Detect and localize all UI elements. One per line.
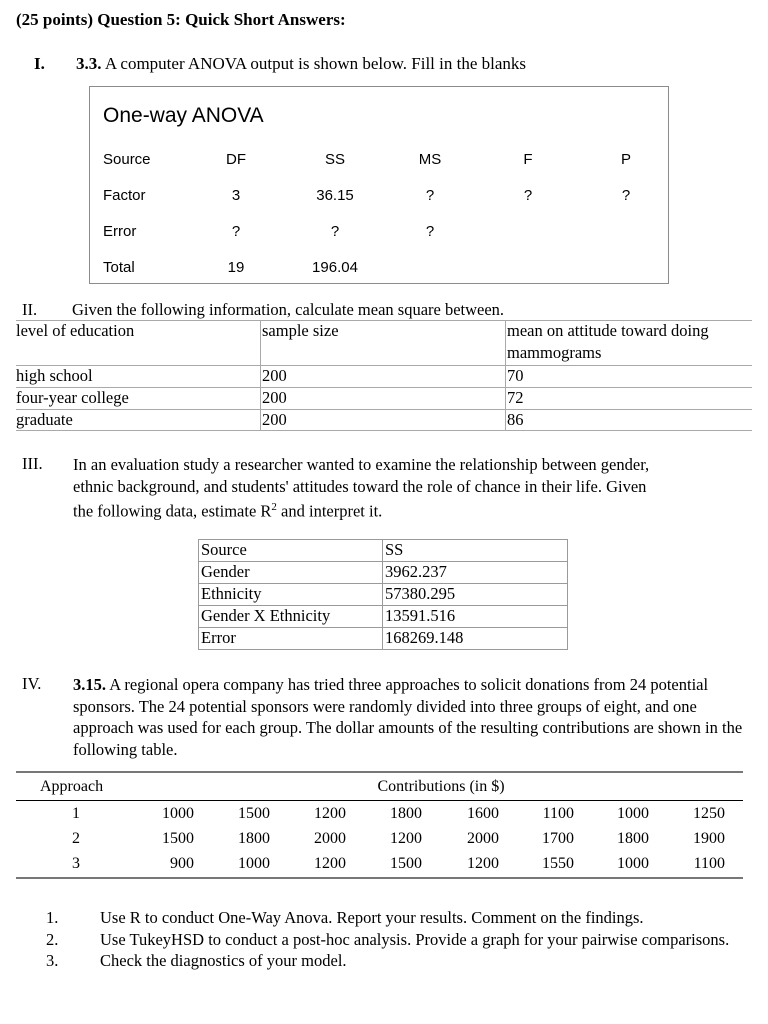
task-number: 1. (46, 908, 59, 927)
contributions-table (16, 771, 743, 881)
source-cell: Ethnicity (201, 584, 262, 603)
r-squared-superscript: 2 (271, 501, 277, 513)
table-rule (16, 771, 743, 773)
task-text: Use TukeyHSD to conduct a post-hoc analysis. Provide a graph for your pairwise comparisons. (100, 929, 730, 949)
contribution-cell: 1000 (617, 855, 649, 872)
source-cell: Gender (201, 562, 250, 581)
contribution-cell: 1000 (162, 805, 194, 822)
ss-cell: 57380.295 (385, 584, 456, 603)
contribution-cell: 1500 (162, 830, 194, 847)
contribution-cell: 2000 (314, 830, 346, 847)
col-header-approach: Approach (40, 778, 104, 795)
contribution-cell: 2000 (467, 830, 499, 847)
col-header-mean-2: mammograms (507, 343, 602, 362)
contribution-cell: 1900 (693, 830, 725, 847)
level-cell: four-year college (16, 388, 129, 407)
level-cell: graduate (16, 410, 73, 429)
question-1-text (76, 54, 526, 74)
question-3-prompt (73, 454, 745, 522)
contribution-cell: 1500 (238, 805, 270, 822)
anova-cell: 19 (227, 259, 245, 276)
question-1-ref: 3.3. (76, 54, 102, 73)
anova-output-box (89, 86, 669, 284)
anova-cell: ? (330, 223, 340, 240)
task-text: Check the diagnostics of your model. (100, 951, 347, 970)
anova-cell: ? (621, 187, 631, 204)
approach-cell: 2 (72, 830, 80, 847)
mean-cell: 86 (507, 410, 524, 429)
anova-cell: Total (103, 259, 135, 276)
contribution-cell: 1200 (314, 855, 346, 872)
anova-header-source: Source (103, 151, 151, 168)
contribution-cell: 1800 (617, 830, 649, 847)
sample-cell: 200 (262, 388, 287, 407)
question-4-prompt (73, 674, 753, 760)
education-table (16, 320, 752, 430)
table-rule (198, 627, 568, 628)
table-rule (260, 320, 261, 430)
contribution-cell: 1250 (693, 805, 725, 822)
level-cell: high school (16, 366, 93, 385)
task-item (46, 929, 746, 951)
contribution-cell: 1100 (693, 855, 725, 872)
anova-header-f: F (523, 151, 533, 168)
ss-cell: 13591.516 (385, 606, 456, 625)
anova-cell: ? (425, 187, 435, 204)
task-item (46, 907, 746, 929)
col-header-sample: sample size (262, 321, 339, 340)
anova-header-ss: SS (324, 151, 346, 168)
contribution-cell: 1100 (542, 805, 574, 822)
col-header-contributions: Contributions (in $) (377, 778, 505, 795)
contribution-cell: 1200 (390, 830, 422, 847)
contribution-cell: 1000 (617, 805, 649, 822)
question-3-numeral: III. (22, 454, 43, 473)
table-rule (16, 877, 743, 879)
anova-cell: Factor (103, 187, 146, 204)
contribution-cell: 1800 (390, 805, 422, 822)
question-3-line-3-post: and interpret it. (276, 501, 383, 521)
anova-title: One-way ANOVA (103, 104, 264, 127)
table-rule (16, 800, 743, 801)
col-header-ss: SS (385, 540, 404, 559)
sample-cell: 200 (262, 366, 287, 385)
ss-cell: 168269.148 (385, 628, 464, 647)
contribution-cell: 1000 (238, 855, 270, 872)
question-2-numeral: II. (22, 300, 38, 319)
task-text: Use R to conduct One-Way Anova. Report your results. Comment on the findings. (100, 908, 644, 927)
table-rule (382, 539, 383, 649)
col-header-level: level of education (16, 321, 135, 340)
table-rule (198, 649, 568, 650)
question-3-line-3-pre: the following data, estimate R (73, 501, 272, 521)
anova-header-p: P (620, 151, 632, 168)
table-rule (16, 409, 752, 410)
contribution-cell: 1500 (390, 855, 422, 872)
anova-cell: ? (523, 187, 533, 204)
task-number: 2. (46, 929, 59, 949)
table-rule (567, 539, 568, 649)
table-rule (16, 430, 752, 431)
table-rule (198, 561, 568, 562)
table-rule (16, 365, 752, 366)
anova-header-ms: MS (418, 151, 442, 168)
contribution-cell: 1700 (542, 830, 574, 847)
contribution-cell: 1200 (467, 855, 499, 872)
col-header-source: Source (201, 540, 247, 559)
task-item (46, 950, 746, 972)
source-cell: Gender X Ethnicity (201, 606, 331, 625)
table-rule (198, 539, 199, 649)
col-header-mean: mean on attitude toward doing (507, 321, 709, 340)
question-3-line-1: In an evaluation study a researcher wanted to examine the relationship between gender, (73, 455, 650, 474)
contribution-cell: 1200 (314, 805, 346, 822)
question-2-header (22, 300, 505, 320)
approach-cell: 1 (72, 805, 80, 822)
anova-cell: ? (425, 223, 435, 240)
anova-cell: ? (231, 223, 241, 240)
task-list (46, 907, 746, 972)
table-rule (505, 320, 506, 430)
contribution-cell: 900 (170, 855, 194, 872)
anova-cell: Error (103, 223, 137, 240)
question-3-line-3 (73, 497, 745, 522)
mean-cell: 72 (507, 388, 524, 407)
task-number: 3. (46, 951, 59, 970)
anova-table (90, 87, 668, 283)
page-title: (25 points) Question 5: Quick Short Answers: (16, 10, 346, 29)
question-1-prompt: A computer ANOVA output is shown below. Fill in the blanks (104, 54, 527, 73)
question-4-text: A regional opera company has tried three approaches to solicit donations from 24 potential sponsors. The 24 potential sponsors were randomly divided into three groups of eight, and one approach was used for each group. The dollar amounts of the resulting contributions are shown in the following table. (73, 675, 743, 759)
question-4-numeral: IV. (22, 674, 42, 693)
anova-cell: 36.15 (316, 187, 354, 204)
question-4-ref: 3.15. (73, 675, 106, 694)
anova-cell: 3 (231, 187, 241, 204)
mean-cell: 70 (507, 366, 524, 385)
anova-header-df: DF (226, 151, 246, 168)
sample-cell: 200 (262, 410, 287, 429)
table-rule (198, 539, 568, 540)
contribution-cell: 1800 (238, 830, 270, 847)
question-2-prompt: Given the following information, calculate mean square between. (72, 300, 505, 319)
ss-cell: 3962.237 (385, 562, 447, 581)
contribution-cell: 1550 (542, 855, 574, 872)
question-3-line-2: ethnic background, and students' attitudes toward the role of chance in their life. Given (73, 476, 647, 496)
source-cell: Error (201, 628, 236, 647)
ss-table (198, 539, 568, 651)
anova-cell: 196.04 (312, 259, 358, 276)
question-1-numeral: I. (34, 54, 45, 73)
contribution-cell: 1600 (467, 805, 499, 822)
approach-cell: 3 (72, 855, 80, 872)
